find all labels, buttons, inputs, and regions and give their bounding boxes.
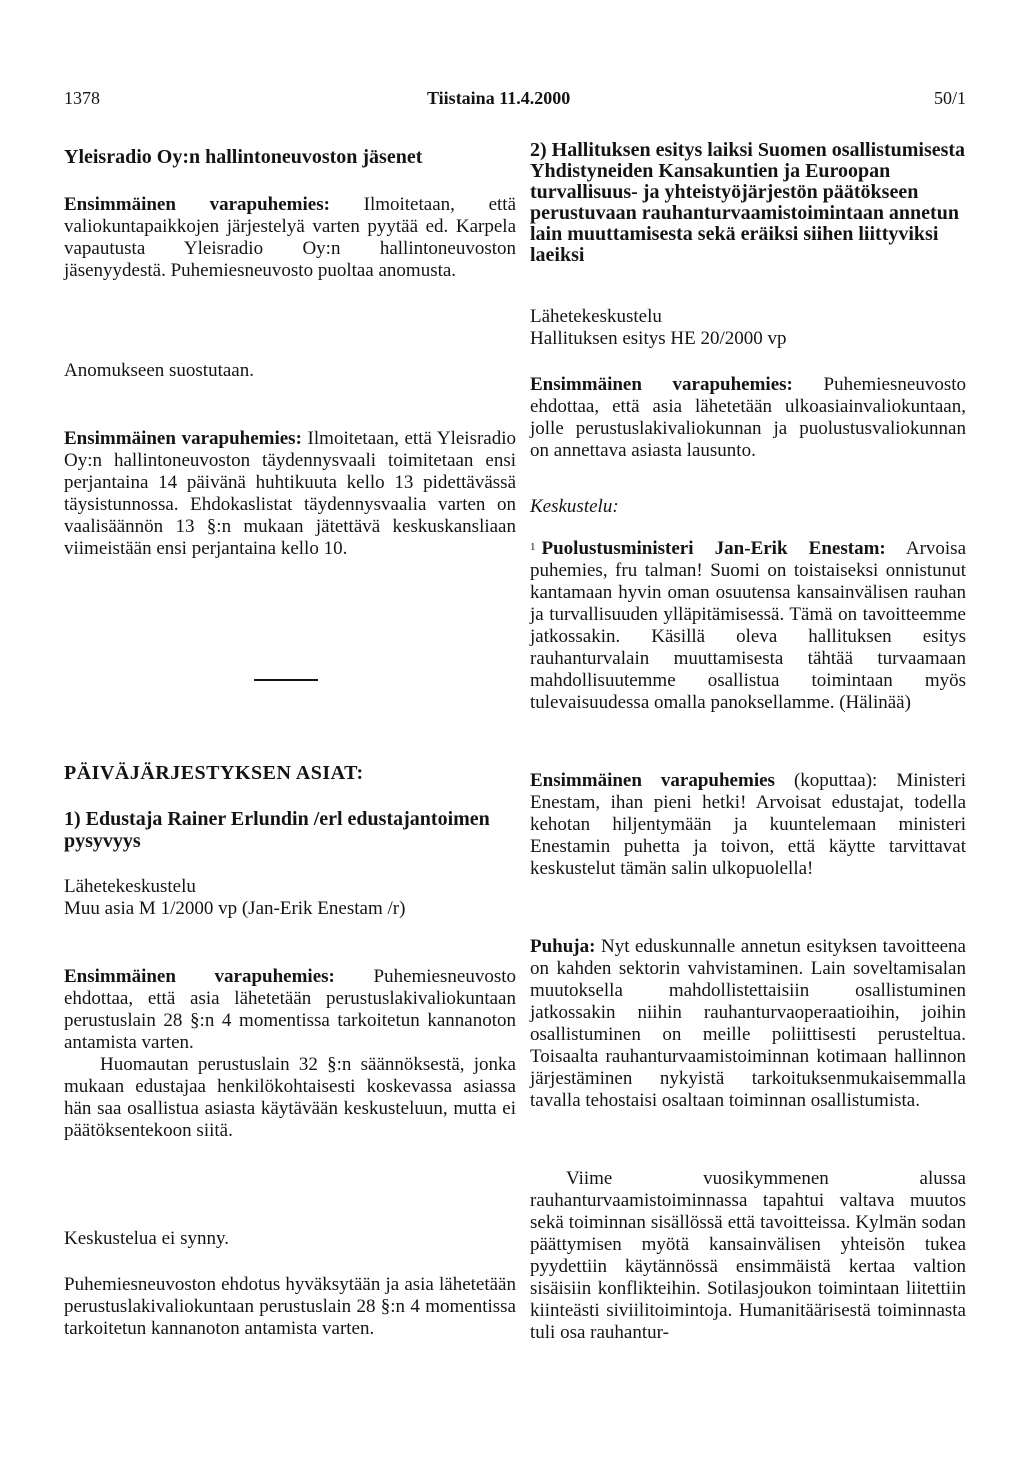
session-number: 50/1 bbox=[933, 88, 966, 108]
paragraph-no-debate: Keskustelua ei synny. bbox=[64, 1228, 229, 1249]
paragraph-announcement-1 bbox=[64, 194, 516, 282]
agenda-item-1-debate-type: Lähetekeskustelu bbox=[64, 876, 196, 897]
session-date: Tiistaina 11.4.2000 bbox=[427, 88, 571, 108]
paragraph-text: Ilmoitetaan, että Yleisradio Oy:n hallintoneuvoston täydennysvaali toimitetaan ensi perjantaina 14 päivänä huhtikuuta kello 13 pidettävässä täysistunnossa. Ehdokaslistat täydennysvaalia varten on vaalisäännön 13 §:n mukaan jätettävä keskuskansliaan viimeistään ensi perjantaina kello 10. bbox=[64, 428, 516, 559]
paragraph-announcement-2 bbox=[64, 428, 516, 560]
speech-text: Nyt eduskunnalle annetun esityksen tavoitteena on kahden sektorin vahvistaminen. Lain soveltamisalan muutoksella mahdollistettaisiin osallistuminen jatkossakin niihin rauhanturvaoperaatioihin, joihin osallistuminen on meille poliittisesti perusteltua. Toisaalta rauhanturvaamistoiminnan kotimaan hallinnon järjestäminen nykyistä tarkoituksenmukaisemmalla tavalla tehostaisi osaltaan toiminnan osallistumista. bbox=[530, 936, 966, 1111]
speech-chair-interruption bbox=[530, 770, 966, 880]
paragraph-decision: Puhemiesneuvoston ehdotus hyväksytään ja asia lähetetään perustuslakivaliokuntaan perustuslain 28 §:n 4 momentissa tarkoitetun kannanoton antamista varten. bbox=[64, 1274, 516, 1339]
speaker-name: Puolustusministeri Jan-Erik Enestam: bbox=[541, 538, 886, 559]
speaker-name: Ensimmäinen varapuhemies: bbox=[530, 374, 793, 395]
speech-text: (koputtaa): Ministeri Enestam, ihan pieni hetki! Arvoisat edustajat, todella kehotan hiljentymään ja kuuntelemaan ministeri Enestamin puhetta ja toivon, että käytte tarvittavat keskustelut tämän salin ulkopuolella! bbox=[530, 770, 966, 879]
paragraph-text: Puhemiesneuvosto ehdottaa, että asia lähetetään perustuslakivaliokuntaan perustuslain 28 §:n 4 momentissa tarkoitetun kannanoton antamista varten. bbox=[64, 966, 516, 1053]
paragraph-referral bbox=[530, 374, 966, 462]
paragraph-proposal bbox=[64, 966, 516, 1054]
speech-paragraph: Viime vuosikymmenen alussa rauhanturvaamistoiminnassa tapahtui valtava muutos sekä toiminnan sisällössä että tavoitteissa. Kylmän sodan päättymisen myötä kansainvälisen yhteisön tukea pyydettiin käytännössä ensimmäistä kertaa valtion sisäisiin konflikteihin. Sotilasjoukon toimintaan liitettiin kiinteästi siviilitoimintoja. Humanitäärisestä toiminnasta tuli osa rauhantur- bbox=[530, 1168, 966, 1343]
speaker-name: Ensimmäinen varapuhemies: bbox=[64, 428, 302, 449]
page-number: 1378 bbox=[64, 88, 100, 108]
speech-text: Arvoisa puhemies, fru talman! Suomi on toistaiseksi onnistunut kantamaan hyvin oman osuutensa kansainvälisen rauhan ja turvallisuuden ylläpitämisessä. Tämä on tavoitteemme jatkossakin. Käsillä oleva hallituksen esitys rauhanturvalain muuttamisesta tähtää turvaamaan mahdollisuutemme osallistua toimintaan myös tulevaisuudessa omalla panoksellamme. (Hälinää) bbox=[530, 538, 966, 713]
speaker-name: Ensimmäinen varapuhemies: bbox=[64, 966, 335, 987]
section-heading-yleisradio: Yleisradio Oy:n hallintoneuvoston jäsenet bbox=[64, 146, 423, 168]
speaker-name: Ensimmäinen varapuhemies: bbox=[64, 194, 330, 215]
speech-minister bbox=[530, 538, 966, 714]
paragraph-text: Puhemiesneuvosto ehdottaa, että asia lähetetään ulkoasiainvaliokuntaan, jolle perustuslakivaliokunnan ja puolustusvaliokunnan on annettava asiasta lausunto. bbox=[530, 374, 966, 461]
speaker-name: Puhuja: bbox=[530, 936, 596, 957]
debate-label: Keskustelu: bbox=[530, 496, 619, 517]
speaker-name: Ensimmäinen varapuhemies bbox=[530, 770, 775, 791]
separator-rule bbox=[254, 679, 318, 681]
speech-marker: 1 bbox=[530, 541, 536, 553]
paragraph-remark: Huomautan perustuslain 32 §:n säännöksestä, jonka mukaan edustajaa henkilökohtaisesti koskevassa asiassa hän saa osallistua asiasta käytävään keskusteluun, mutta ei päätöksentekoon siitä. bbox=[64, 1054, 516, 1141]
paragraph-text: Ilmoitetaan, että valiokuntapaikkojen järjestelyä varten pyytää ed. Karpela vapautusta Yleisradio Oy:n hallintoneuvoston jäsenyydestä. Puhemiesneuvosto puoltaa anomusta. bbox=[64, 194, 516, 281]
agenda-item-1-title: 1) Edustaja Rainer Erlundin /erl edustajantoimen pysyvyys bbox=[64, 808, 490, 852]
page-header bbox=[64, 88, 966, 114]
agenda-item-2-title: 2) Hallituksen esitys laiksi Suomen osallistumisesta Yhdistyneiden Kansakuntien ja Euroopan turvallisuus- ja yhteistyöjärjestön päätökseen perustuvaan rauhanturvaamistoimintaan annetun lain muuttamisesta sekä eräiksi siihen liittyviksi laeiksi bbox=[530, 139, 966, 266]
agenda-item-2-debate-type: Lähetekeskustelu bbox=[530, 306, 662, 327]
agenda-title: PÄIVÄJÄRJESTYKSEN ASIAT: bbox=[64, 762, 364, 784]
paragraph-consent: Anomukseen suostutaan. bbox=[64, 360, 254, 381]
agenda-item-1-reference: Muu asia M 1/2000 vp (Jan-Erik Enestam /r) bbox=[64, 898, 406, 919]
speech-continuation bbox=[530, 936, 966, 1112]
agenda-item-2-reference: Hallituksen esitys HE 20/2000 vp bbox=[530, 328, 787, 349]
